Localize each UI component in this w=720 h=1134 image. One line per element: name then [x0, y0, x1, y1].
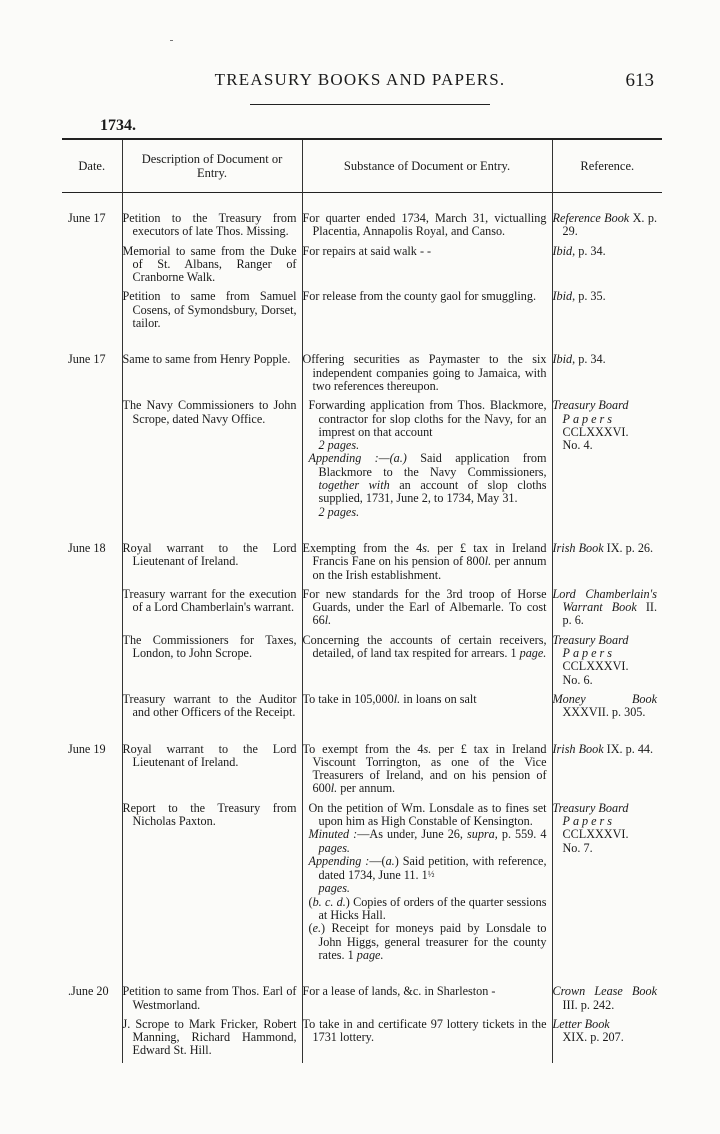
reference-book: Crown Lease Book	[552, 984, 657, 999]
appending-item: (b. c. d.) Copies of orders of the quarter sessions at Hicks Hall.	[308, 894, 547, 923]
table-row	[62, 633, 662, 692]
entry-reference	[552, 587, 662, 633]
reference-book: Letter Book	[552, 1016, 610, 1031]
table-row	[62, 801, 662, 968]
entry-reference	[552, 244, 662, 290]
reference-book: Irish Book	[552, 540, 604, 555]
entry-substance: To exempt from the 4s. per £ tax in Ireland Viscount Torrington, as one of the Vice Treasurers of Ireland, and on his pension of 600l. per annum.	[302, 725, 552, 801]
reference-location: X. p. 29.	[562, 211, 657, 239]
table-row	[62, 335, 662, 398]
entry-reference	[552, 289, 662, 335]
entry-date: June 18	[68, 540, 106, 555]
entry-description: Royal warrant to the Lord Lieutenant of Ireland.	[122, 524, 302, 587]
table-row	[62, 289, 662, 335]
reference-location: , p. 35.	[572, 289, 606, 304]
entry-substance	[302, 801, 552, 968]
entry-substance: For release from the county gaol for smuggling.	[302, 289, 552, 335]
appending-item: (e.) Receipt for moneys paid by Lonsdale to John Higgs, general treasurer for the county rates. 1 page.	[308, 921, 547, 962]
column-header-description: Description of Document or Entry.	[122, 139, 302, 193]
entry-description: Report to the Treasury from Nicholas Paxton.	[122, 801, 302, 968]
entry-substance: For quarter ended 1734, March 31, victualling Placentia, Annapolis Royal, and Canso.	[302, 193, 552, 244]
reference-book: Money Book	[552, 691, 657, 706]
table-row	[62, 398, 662, 524]
reference-book: Ibid	[552, 289, 573, 304]
entry-description: Same to same from Henry Popple.	[122, 335, 302, 398]
entry-description: J. Scrope to Mark Fricker, Robert Manning, Richard Hammond, Edward St. Hill.	[122, 1017, 302, 1063]
entry-reference	[552, 1017, 662, 1063]
entry-description: Petition to same from Samuel Cosens, of Symondsbury, Dorset, tailor.	[122, 289, 302, 335]
reference-location: , p. 34.	[572, 243, 606, 258]
reference-book: Treasury Board	[552, 398, 629, 413]
entry-substance: To take in and certificate 97 lottery tickets in the 1731 lottery.	[302, 1017, 552, 1063]
reference-book: Ibid	[552, 243, 573, 258]
reference-book: Lord Chamberlain's Warrant Book	[552, 586, 657, 615]
reference-location: IX. p. 44.	[603, 741, 654, 756]
appending-paragraph: Appending :—(a.) Said application from Blackmore to the Navy Commissioners, together with an account of slop cloths supplied, 1731, June 2, to 1734, May 31. 2 pages.	[308, 451, 547, 519]
entry-substance: For new standards for the 3rd troop of Horse Guards, under the Earl of Albemarle. To cost 66l.	[302, 587, 552, 633]
reference-book: Irish Book	[552, 741, 604, 756]
page-number: 613	[625, 70, 654, 91]
entry-substance: Concerning the accounts of certain receivers, detailed, of land tax respited for arrears. 1 page.	[302, 633, 552, 692]
entry-description: Royal warrant to the Lord Lieutenant of Ireland.	[122, 725, 302, 801]
entry-description: The Commissioners for Taxes, London, to John Scrope.	[122, 633, 302, 692]
year-heading: 1734.	[100, 117, 136, 134]
entry-substance: To take in 105,000l. in loans on salt	[302, 692, 552, 725]
reference-book: Treasury Board	[552, 632, 629, 647]
entries-table	[62, 138, 662, 1063]
entry-substance: For repairs at said walk - -	[302, 244, 552, 290]
reference-book: Treasury Board	[552, 800, 629, 815]
reference-location: IX. p. 26.	[603, 540, 654, 555]
table-row	[62, 1017, 662, 1063]
entry-reference: Treasury Board Papers CCLXXXVI. No. 4.	[552, 398, 662, 524]
entry-description: Petition to same from Thos. Earl of Westmorland.	[122, 967, 302, 1017]
table-row	[62, 587, 662, 633]
page-speck	[170, 40, 173, 41]
entries-table-wrapper	[62, 138, 662, 1063]
table-row	[62, 193, 662, 244]
entry-reference	[552, 967, 662, 1017]
entry-reference	[552, 335, 662, 398]
entry-description: Memorial to same from the Duke of St. Albans, Ranger of Cranborne Walk.	[122, 244, 302, 290]
table-row	[62, 725, 662, 801]
entry-substance	[302, 398, 552, 524]
entry-reference	[552, 524, 662, 587]
table-row	[62, 692, 662, 725]
table-header-row	[62, 139, 662, 193]
reference-location: XIX. p. 207.	[562, 1030, 624, 1045]
entry-reference	[552, 193, 662, 244]
column-header-substance: Substance of Document or Entry.	[302, 139, 552, 193]
appending-paragraph: Appending :—(a.) Said petition, with reference, dated 1734, June 11. 1½ pages.	[308, 853, 547, 896]
entry-reference: Treasury Board Papers CCLXXXVI. No. 7.	[552, 801, 662, 968]
column-header-reference: Reference.	[552, 139, 662, 193]
entry-description: Treasury warrant to the Auditor and other Officers of the Receipt.	[122, 692, 302, 725]
entry-substance: Exempting from the 4s. per £ tax in Ireland Francis Fane on his pension of 800l. per annum on the Irish establishment.	[302, 524, 552, 587]
running-head: TREASURY BOOKS AND PAPERS.	[214, 70, 506, 89]
entry-substance: Offering securities as Paymaster to the six independent companies going to Jamaica, with two references thereupon.	[302, 335, 552, 398]
reference-location: III. p. 242.	[562, 997, 615, 1012]
header-rule	[250, 104, 490, 105]
entry-reference	[552, 692, 662, 725]
table-row	[62, 967, 662, 1017]
entry-substance: For a lease of lands, &c. in Sharleston -	[302, 967, 552, 1017]
reference-book: Reference Book	[552, 211, 630, 225]
substance-paragraph: Forwarding application from Thos. Blackmore, contractor for slop cloths for the Navy, for an imprest on that account 2 pages.	[308, 398, 547, 453]
table-row	[62, 524, 662, 587]
table-row	[62, 244, 662, 290]
entry-date: June 17	[68, 352, 106, 367]
minuted-paragraph: Minuted :—As under, June 26, supra, p. 559. 4 pages.	[308, 827, 547, 855]
substance-paragraph: On the petition of Wm. Lonsdale as to fines set upon him as High Constable of Kensington.	[308, 800, 547, 828]
entry-description: Treasury warrant for the execution of a Lord Chamberlain's warrant.	[122, 587, 302, 633]
entry-date: June 17	[68, 211, 106, 225]
entry-reference	[552, 725, 662, 801]
entry-reference: Treasury Board Papers CCLXXXVI. No. 6.	[552, 633, 662, 692]
reference-book: Ibid	[552, 352, 573, 367]
reference-location: II. p. 6.	[562, 600, 657, 628]
reference-location: , p. 34.	[572, 352, 606, 367]
entry-description: Petition to the Treasury from executors of late Thos. Missing.	[122, 193, 302, 244]
reference-location: XXXVII. p. 305.	[562, 705, 646, 720]
entry-date: .June 20	[68, 984, 109, 999]
entry-description: The Navy Commissioners to John Scrope, dated Navy Office.	[122, 398, 302, 524]
column-header-date: Date.	[78, 159, 106, 173]
entry-date: June 19	[68, 741, 106, 756]
